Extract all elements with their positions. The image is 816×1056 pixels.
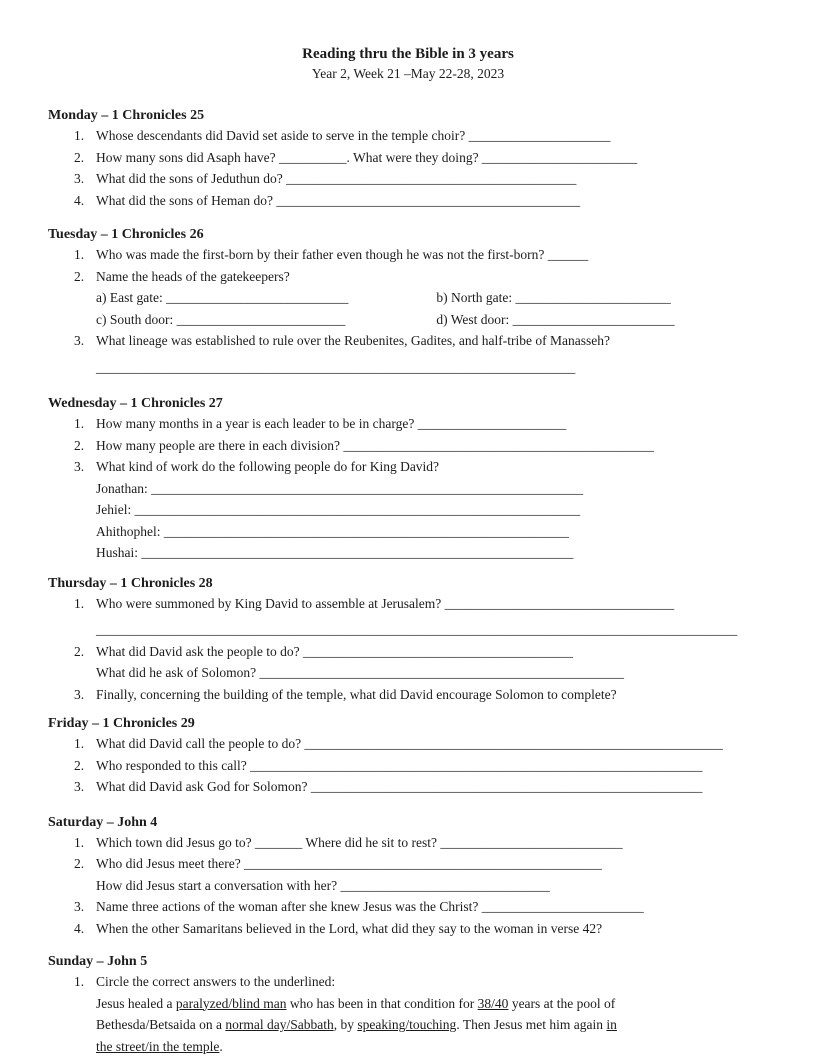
question-text: What did the sons of Heman do? _____________________________________________ [96, 192, 581, 208]
paragraph-text: Bethesda/Betsaida on a [96, 1017, 226, 1032]
question-row [48, 413, 768, 435]
question-number: 3. [74, 333, 85, 348]
question-text: Ahithophel: ____________________________________________________________ [96, 523, 569, 539]
question-row [48, 266, 768, 288]
gatekeeper-north-gate: b) North gate: _______________________ [436, 290, 671, 305]
paragraph-line [48, 1036, 768, 1056]
question-text: What did David call the people to do? ______________________________________________________________ [96, 736, 723, 751]
answer-blank: _______________________________________________________________________________________________ [96, 622, 738, 637]
question-text: What did the sons of Jeduthun do? ___________________________________________ [96, 171, 577, 186]
paragraph-line [48, 1014, 768, 1036]
question-text: What kind of work do the following people do for King David? [96, 459, 440, 474]
gatekeeper-row [48, 287, 768, 309]
section-wednesday [48, 394, 768, 564]
question-number: 1. [74, 736, 85, 751]
question-row [48, 147, 768, 169]
question-text: Jonathan: ________________________________________________________________ [96, 480, 584, 496]
underlined-choice: paralyzed/blind man [175, 995, 287, 1011]
question-number: 1. [74, 834, 85, 850]
question-row [48, 435, 768, 457]
question-text: How many people are there in each division? ______________________________________________ [96, 437, 654, 453]
question-text: When the other Samaritans believed in the Lord, what did they say to the woman in verse 42? [96, 920, 603, 936]
question-text: Jehiel: __________________________________________________________________ [96, 502, 581, 517]
gatekeeper-row [48, 309, 768, 331]
question-number: 2. [74, 856, 85, 871]
paragraph-text: Jesus healed a [96, 995, 176, 1011]
doc-subtitle: Year 2, Week 21 –May 22-28, 2023 [311, 66, 505, 81]
gatekeeper-east-gate: a) East gate: ___________________________ [96, 290, 349, 305]
question-number: 3. [74, 171, 85, 186]
question-text: Hushai: ________________________________________________________________ [96, 545, 574, 560]
answer-blank-line [48, 357, 768, 379]
question-number: 1. [74, 974, 85, 989]
question-row [48, 244, 768, 266]
question-continuation [48, 875, 768, 897]
question-text: Finally, concerning the building of the temple, what did David encourage Solomon to complete? [96, 686, 617, 702]
section-heading: Tuesday – 1 Chronicles 26 [48, 227, 204, 242]
question-number: 2. [74, 268, 85, 284]
answer-blank: _______________________________________________________________________ [96, 359, 576, 375]
section-heading: Friday – 1 Chronicles 29 [48, 716, 195, 731]
section-heading: Monday – 1 Chronicles 25 [48, 108, 205, 123]
section-friday [48, 714, 768, 798]
section-heading: Thursday – 1 Chronicles 28 [48, 575, 213, 591]
question-number: 2. [74, 437, 85, 453]
question-number: 1. [74, 128, 85, 143]
section-tuesday [48, 225, 768, 378]
question-row [48, 918, 768, 940]
underlined-choice: 38/40 [477, 995, 509, 1011]
question-row [48, 330, 768, 352]
question-row [48, 593, 768, 615]
section-thursday [48, 574, 768, 706]
question-text: What lineage was established to rule over the Reubenites, Gadites, and half-tribe of Manasseh? [96, 333, 610, 348]
question-number: 2. [74, 643, 85, 659]
question-text: Which town did Jesus go to? _______ Where did he sit to rest? ___________________________ [96, 834, 623, 850]
question-row [48, 190, 768, 212]
question-row [48, 755, 768, 777]
section-heading: Sunday – John 5 [48, 954, 148, 969]
question-number: 1. [74, 595, 85, 611]
question-number: 3. [74, 779, 85, 794]
question-number: 4. [74, 920, 85, 936]
section-heading: Saturday – John 4 [48, 814, 158, 830]
question-continuation [48, 662, 768, 684]
question-row [48, 641, 768, 663]
paragraph-text: , by [333, 1017, 358, 1032]
paragraph-text: years at the pool of [508, 995, 616, 1011]
question-row [48, 684, 768, 706]
question-number: 4. [74, 192, 85, 208]
question-text: Whose descendants did David set aside to serve in the temple choir? _____________________ [96, 128, 611, 143]
section-monday [48, 106, 768, 211]
question-row [48, 168, 768, 190]
question-row [48, 456, 768, 478]
section-heading: Wednesday – 1 Chronicles 27 [48, 396, 223, 411]
question-text: Who were summoned by King David to assemble at Jerusalem? __________________________________ [96, 595, 675, 611]
question-text: Name the heads of the gatekeepers? [96, 268, 290, 284]
question-row [48, 776, 768, 798]
question-text: Who responded to this call? ___________________________________________________________________ [96, 757, 703, 773]
underlined-choice: speaking/touching [357, 1017, 457, 1032]
question-row [48, 733, 768, 755]
paragraph-text: . Then Jesus met him again [456, 1017, 607, 1032]
question-number: 3. [74, 899, 85, 914]
question-number: 1. [74, 247, 85, 262]
answer-blank-line [48, 619, 768, 641]
question-text: Circle the correct answers to the underlined: [96, 974, 336, 989]
gatekeeper-west-door: d) West door: ________________________ [436, 311, 675, 327]
question-row [48, 971, 768, 993]
question-text: How many months in a year is each leader to be in charge? ______________________ [96, 416, 567, 431]
question-number: 1. [74, 416, 85, 431]
fill-in-line-jonathan [48, 478, 768, 500]
question-text: What did he ask of Solomon? ______________________________________________________ [96, 665, 624, 680]
question-text: What did David ask God for Solomon? __________________________________________________________ [96, 779, 703, 794]
question-text: How many sons did Asaph have? __________. What were they doing? _______________________ [96, 149, 638, 165]
paragraph-line [48, 993, 768, 1015]
section-sunday [48, 952, 768, 1056]
underlined-choice: the street/in the temple [96, 1038, 220, 1054]
gatekeeper-south-door: c) South door: _________________________ [96, 311, 346, 327]
question-row [48, 832, 768, 854]
question-text: Name three actions of the woman after she knew Jesus was the Christ? ________________________ [96, 899, 644, 914]
question-text: What did David ask the people to do? ________________________________________ [96, 643, 573, 659]
fill-in-line-hushai [48, 542, 768, 564]
fill-in-line-jehiel [48, 499, 768, 521]
question-text: Who did Jesus meet there? _____________________________________________________ [96, 856, 602, 871]
paragraph-text: . [219, 1038, 223, 1054]
question-row [48, 125, 768, 147]
underlined-choice: normal day/Sabbath [225, 1017, 334, 1032]
underlined-choice: in [606, 1017, 617, 1032]
paragraph-text: who has been in that condition for [286, 995, 478, 1011]
question-number: 3. [74, 686, 85, 702]
fill-in-line-ahithophel [48, 521, 768, 543]
question-text: Who was made the first-born by their father even though he was not the first-born? ______ [96, 247, 589, 262]
doc-title: Reading thru the Bible in 3 years [302, 46, 514, 62]
question-number: 3. [74, 459, 85, 474]
question-number: 2. [74, 757, 85, 773]
section-saturday [48, 813, 768, 940]
question-row [48, 853, 768, 875]
question-row [48, 896, 768, 918]
question-text: How did Jesus start a conversation with her? _______________________________ [96, 877, 550, 893]
question-number: 2. [74, 149, 85, 165]
